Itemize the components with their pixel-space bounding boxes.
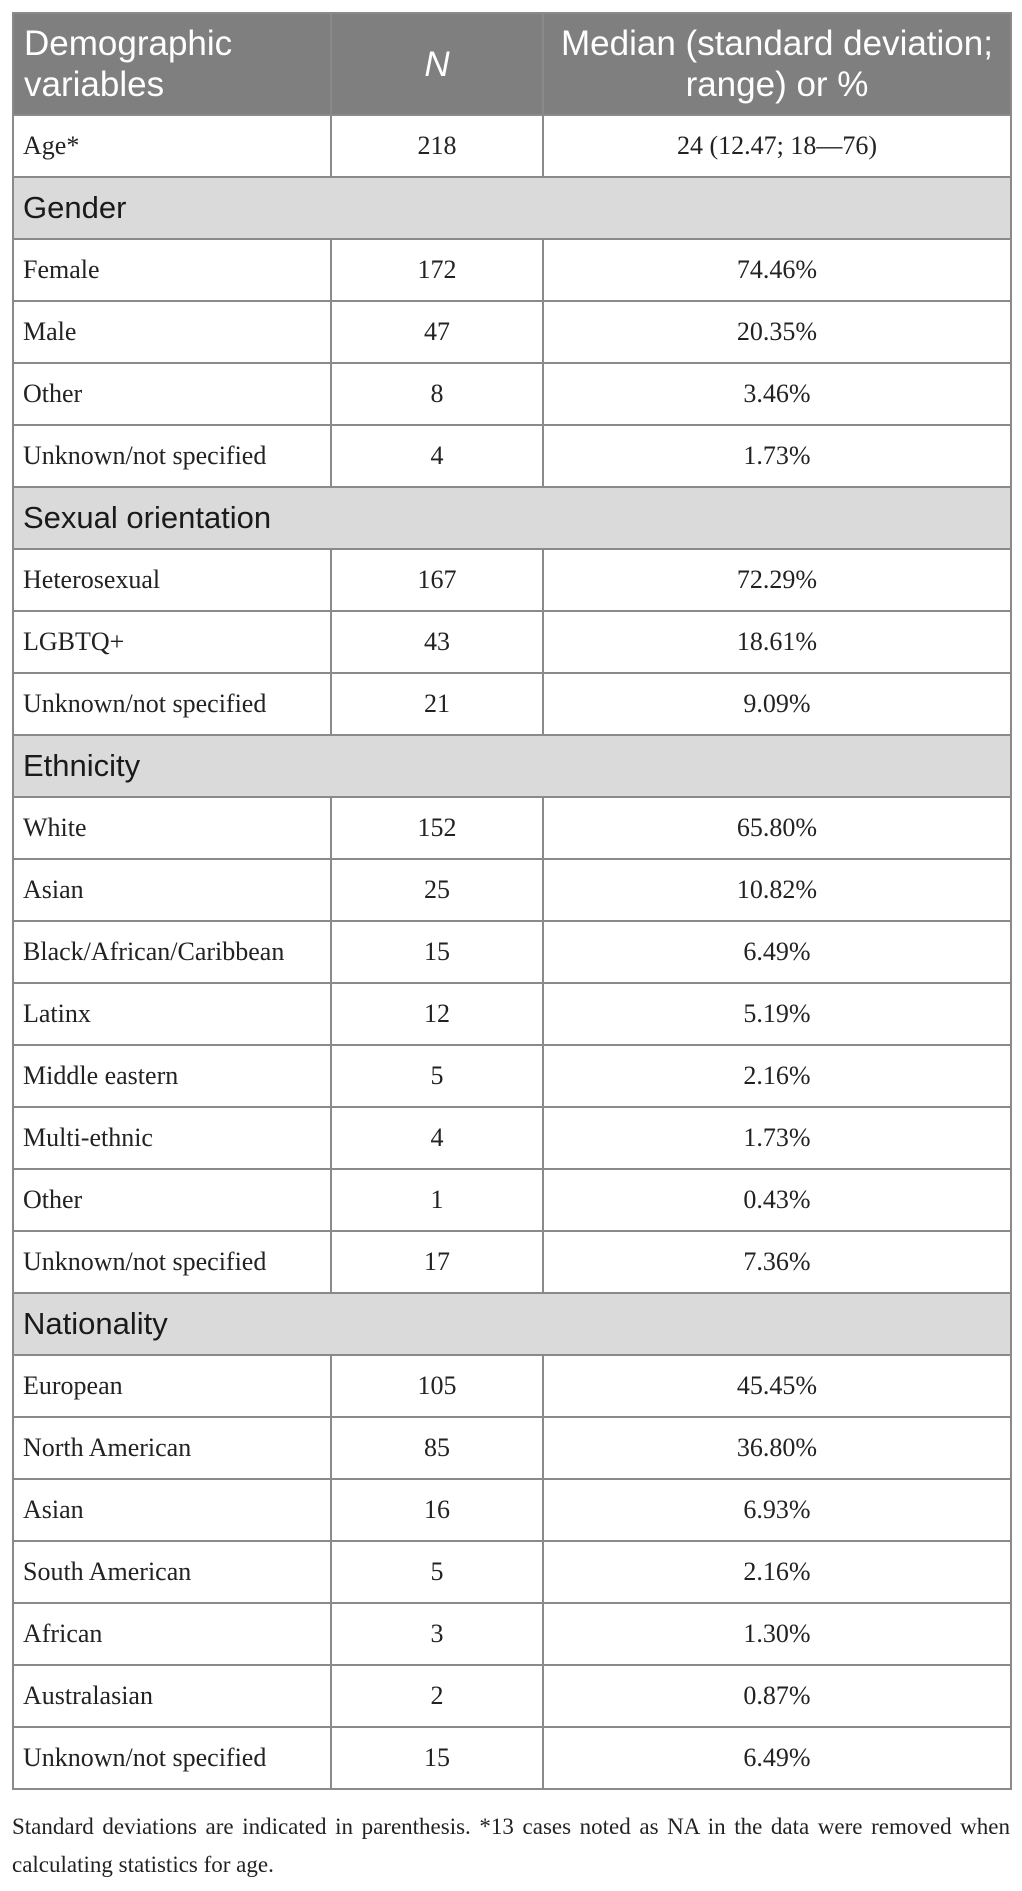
row-label: Other bbox=[13, 363, 331, 425]
row-value: 1.30% bbox=[543, 1603, 1011, 1665]
row-value: 5.19% bbox=[543, 983, 1011, 1045]
row-label: Unknown/not specified bbox=[13, 1231, 331, 1293]
section-header-row bbox=[13, 487, 1011, 549]
row-n: 15 bbox=[331, 921, 543, 983]
row-value: 1.73% bbox=[543, 425, 1011, 487]
row-label: Unknown/not specified bbox=[13, 673, 331, 735]
row-value: 45.45% bbox=[543, 1355, 1011, 1417]
row-n: 172 bbox=[331, 239, 543, 301]
table-row bbox=[13, 921, 1011, 983]
row-n: 1 bbox=[331, 1169, 543, 1231]
table-row bbox=[13, 549, 1011, 611]
row-n: 152 bbox=[331, 797, 543, 859]
row-label: Age* bbox=[13, 115, 331, 177]
row-label: White bbox=[13, 797, 331, 859]
row-value: 2.16% bbox=[543, 1541, 1011, 1603]
row-n: 4 bbox=[331, 425, 543, 487]
table-row bbox=[13, 797, 1011, 859]
row-label: Black/African/Caribbean bbox=[13, 921, 331, 983]
table-row bbox=[13, 983, 1011, 1045]
row-value: 6.93% bbox=[543, 1479, 1011, 1541]
section-header-row bbox=[13, 1293, 1011, 1355]
row-n: 105 bbox=[331, 1355, 543, 1417]
row-label: North American bbox=[13, 1417, 331, 1479]
table-footnote: Standard deviations are indicated in parenthesis. *13 cases noted as NA in the data were removed when calculating statistics for age. bbox=[12, 1814, 1010, 1877]
row-n: 12 bbox=[331, 983, 543, 1045]
table-row bbox=[13, 425, 1011, 487]
row-value: 0.87% bbox=[543, 1665, 1011, 1727]
row-label: African bbox=[13, 1603, 331, 1665]
table-row bbox=[13, 1355, 1011, 1417]
table-row bbox=[13, 859, 1011, 921]
row-value: 74.46% bbox=[543, 239, 1011, 301]
row-n: 43 bbox=[331, 611, 543, 673]
table-row bbox=[13, 673, 1011, 735]
row-n: 25 bbox=[331, 859, 543, 921]
row-label: Asian bbox=[13, 1479, 331, 1541]
table-row bbox=[13, 1603, 1011, 1665]
demographics-table-container bbox=[12, 12, 1010, 1790]
section-header-row bbox=[13, 177, 1011, 239]
row-n: 2 bbox=[331, 1665, 543, 1727]
row-value: 65.80% bbox=[543, 797, 1011, 859]
section-label: Ethnicity bbox=[13, 735, 1011, 797]
row-label: Other bbox=[13, 1169, 331, 1231]
demographics-table bbox=[12, 12, 1012, 1790]
row-n: 17 bbox=[331, 1231, 543, 1293]
row-n: 15 bbox=[331, 1727, 543, 1789]
table-row bbox=[13, 363, 1011, 425]
row-value: 10.82% bbox=[543, 859, 1011, 921]
row-n: 167 bbox=[331, 549, 543, 611]
row-value: 36.80% bbox=[543, 1417, 1011, 1479]
row-n: 16 bbox=[331, 1479, 543, 1541]
row-value: 6.49% bbox=[543, 1727, 1011, 1789]
row-n: 5 bbox=[331, 1045, 543, 1107]
row-label: Multi-ethnic bbox=[13, 1107, 331, 1169]
table-row bbox=[13, 1417, 1011, 1479]
row-n: 5 bbox=[331, 1541, 543, 1603]
table-row bbox=[13, 1541, 1011, 1603]
header-row bbox=[13, 13, 1011, 115]
table-row bbox=[13, 1727, 1011, 1789]
row-value: 9.09% bbox=[543, 673, 1011, 735]
row-n: 47 bbox=[331, 301, 543, 363]
row-label: Middle eastern bbox=[13, 1045, 331, 1107]
row-value: 3.46% bbox=[543, 363, 1011, 425]
row-value: 0.43% bbox=[543, 1169, 1011, 1231]
row-label: Heterosexual bbox=[13, 549, 331, 611]
row-value: 7.36% bbox=[543, 1231, 1011, 1293]
section-label: Nationality bbox=[13, 1293, 1011, 1355]
row-label: Unknown/not specified bbox=[13, 1727, 331, 1789]
row-value: 18.61% bbox=[543, 611, 1011, 673]
row-label: Female bbox=[13, 239, 331, 301]
header-median-or-percent: Median (standard deviation; range) or % bbox=[543, 13, 1011, 115]
table-row bbox=[13, 239, 1011, 301]
table-header bbox=[13, 13, 1011, 115]
row-value: 24 (12.47; 18—76) bbox=[543, 115, 1011, 177]
row-label: Unknown/not specified bbox=[13, 425, 331, 487]
row-n: 21 bbox=[331, 673, 543, 735]
row-label: South American bbox=[13, 1541, 331, 1603]
table-row bbox=[13, 611, 1011, 673]
table-row bbox=[13, 1045, 1011, 1107]
table-row bbox=[13, 1107, 1011, 1169]
table-row bbox=[13, 1231, 1011, 1293]
row-label: Australasian bbox=[13, 1665, 331, 1727]
row-label: European bbox=[13, 1355, 331, 1417]
table-row bbox=[13, 1665, 1011, 1727]
row-label: Latinx bbox=[13, 983, 331, 1045]
row-label: Asian bbox=[13, 859, 331, 921]
row-value: 72.29% bbox=[543, 549, 1011, 611]
table-row bbox=[13, 1479, 1011, 1541]
table-row bbox=[13, 301, 1011, 363]
section-label: Sexual orientation bbox=[13, 487, 1011, 549]
row-n: 3 bbox=[331, 1603, 543, 1665]
section-label: Gender bbox=[13, 177, 1011, 239]
row-n: 4 bbox=[331, 1107, 543, 1169]
row-value: 1.73% bbox=[543, 1107, 1011, 1169]
header-n: N bbox=[331, 13, 543, 115]
row-n: 85 bbox=[331, 1417, 543, 1479]
table-row bbox=[13, 115, 1011, 177]
row-value: 6.49% bbox=[543, 921, 1011, 983]
row-n: 8 bbox=[331, 363, 543, 425]
row-n: 218 bbox=[331, 115, 543, 177]
section-header-row bbox=[13, 735, 1011, 797]
table-body bbox=[13, 115, 1011, 1789]
row-label: LGBTQ+ bbox=[13, 611, 331, 673]
table-row bbox=[13, 1169, 1011, 1231]
row-value: 20.35% bbox=[543, 301, 1011, 363]
header-demographic-variables: Demographic variables bbox=[13, 13, 331, 115]
row-label: Male bbox=[13, 301, 331, 363]
row-value: 2.16% bbox=[543, 1045, 1011, 1107]
